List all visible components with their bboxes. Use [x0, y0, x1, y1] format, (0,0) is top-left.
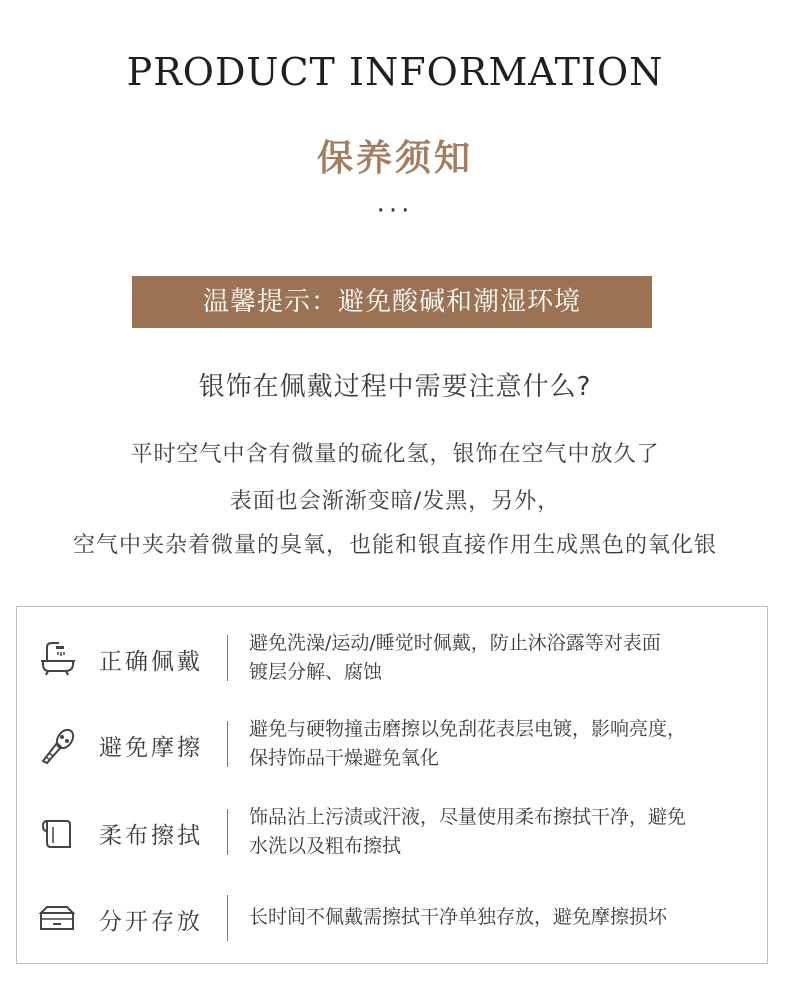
vertical-divider — [227, 895, 228, 941]
vertical-divider — [227, 721, 228, 767]
care-item-description — [249, 903, 759, 932]
description-line: 镀层分解、腐蚀 — [249, 661, 383, 683]
page-title: PRODUCT INFORMATION — [126, 50, 664, 94]
ellipsis-divider: ··· — [376, 196, 414, 226]
care-question: 银饰在佩戴过程中需要注意什么? — [198, 372, 592, 402]
care-item-label: 避免摩擦 — [99, 735, 203, 761]
care-instructions-box — [16, 606, 768, 964]
description-line: 避免与硬物撞击磨擦以免刮花表层电镀，影响亮度， — [249, 718, 687, 740]
description-line: 长时间不佩戴需擦拭干净单独存放，避免摩擦损坏 — [249, 906, 668, 928]
description-line: 保持饰品干燥避免氧化 — [249, 747, 440, 769]
storage-box-icon — [37, 899, 77, 939]
vertical-divider — [227, 809, 228, 855]
paragraph-line: 空气中夹杂着微量的臭氧，也能和银直接作用生成黑色的氧化银 — [72, 533, 717, 558]
description-line: 饰品沾上污渍或汗液，尽量使用柔布擦拭干净，避免 — [249, 806, 687, 828]
care-item-label: 柔布擦拭 — [99, 823, 203, 849]
care-item — [17, 629, 769, 689]
care-item — [17, 803, 769, 863]
bathtub-shower-icon — [37, 639, 77, 679]
care-item — [17, 893, 769, 953]
tools-icon — [37, 725, 77, 765]
paragraph-line: 表面也会渐渐变暗/发黑，另外， — [229, 489, 561, 514]
description-line: 水洗以及粗布擦拭 — [249, 835, 402, 857]
description-line: 避免洗澡/运动/睡觉时佩戴，防止沐浴露等对表面 — [249, 632, 661, 654]
care-item-description — [249, 629, 759, 687]
cloth-icon — [37, 813, 77, 853]
paragraph-line: 平时空气中含有微量的硫化氢，银饰在空气中放久了 — [130, 442, 660, 467]
care-item-description — [249, 803, 759, 861]
vertical-divider — [227, 635, 228, 681]
care-item-label: 分开存放 — [99, 909, 203, 935]
care-item-description — [249, 715, 759, 773]
section-subtitle: 保养须知 — [316, 137, 473, 179]
tip-banner: 温馨提示：避免酸碱和潮湿环境 — [132, 276, 652, 328]
care-item-label: 正确佩戴 — [99, 649, 203, 675]
care-item — [17, 715, 769, 775]
